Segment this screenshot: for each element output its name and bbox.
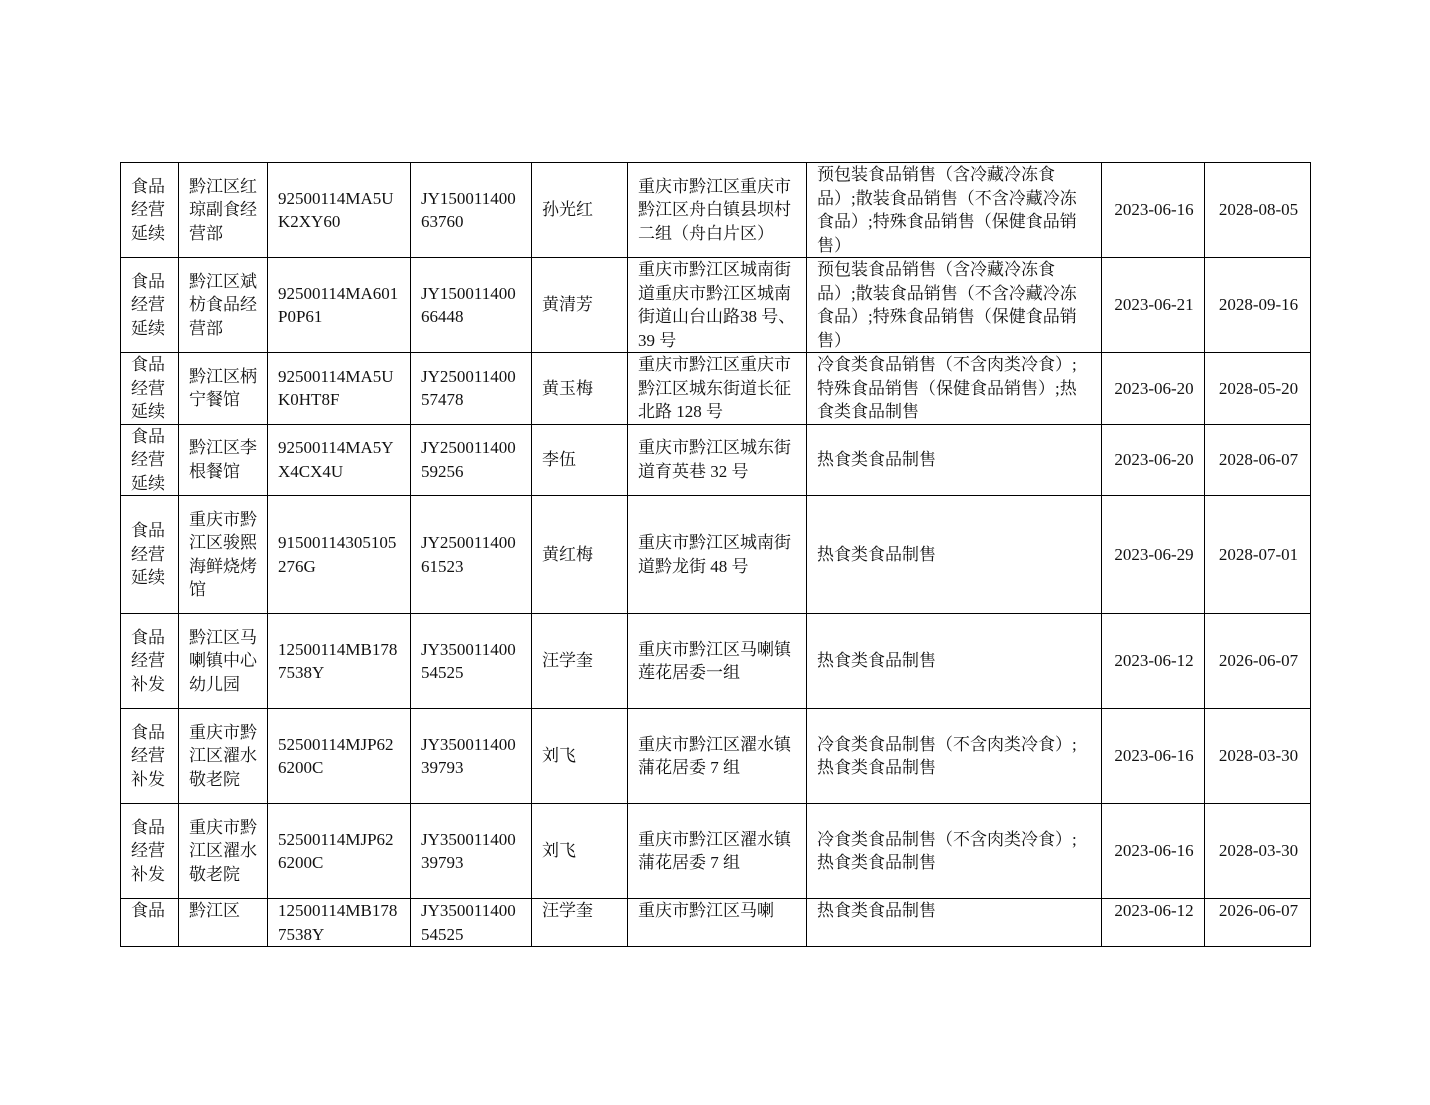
expiry-date-cell: 2028-08-05 <box>1205 163 1311 258</box>
license-number-cell: JY15001140063760 <box>411 163 532 258</box>
credit-code-cell: 12500114MB1787538Y <box>268 614 411 709</box>
table-row <box>121 496 1311 614</box>
credit-code-cell: 92500114MA5UK2XY60 <box>268 163 411 258</box>
address-cell: 重庆市黔江区马喇镇莲花居委一组 <box>628 614 807 709</box>
credit-code-cell: 52500114MJP626200C <box>268 804 411 899</box>
table-row <box>121 163 1311 258</box>
expiry-date-cell: 2028-03-30 <box>1205 709 1311 804</box>
credit-code-cell: 92500114MA5UK0HT8F <box>268 353 411 425</box>
person-cell: 孙光红 <box>532 163 628 258</box>
business-name-cell: 黔江区柄宁餐馆 <box>179 353 268 425</box>
scope-cell: 热食类食品制售 <box>807 614 1102 709</box>
business-name-cell: 重庆市黔江区濯水敬老院 <box>179 804 268 899</box>
credit-code-cell: 12500114MB1787538Y <box>268 899 411 947</box>
address-cell: 重庆市黔江区城南街道黔龙街 48 号 <box>628 496 807 614</box>
address-cell: 重庆市黔江区濯水镇蒲花居委 7 组 <box>628 709 807 804</box>
table-row <box>121 258 1311 353</box>
business-name-cell: 黔江区马喇镇中心幼儿园 <box>179 614 268 709</box>
address-cell: 重庆市黔江区重庆市黔江区舟白镇县坝村二组（舟白片区） <box>628 163 807 258</box>
expiry-date-cell: 2028-05-20 <box>1205 353 1311 425</box>
business-name-cell: 黔江区 <box>179 899 268 947</box>
license-table <box>120 162 1311 947</box>
business-name-cell: 黔江区红琼副食经营部 <box>179 163 268 258</box>
expiry-date-cell: 2026-06-07 <box>1205 614 1311 709</box>
person-cell: 黄红梅 <box>532 496 628 614</box>
license-number-cell: JY25001140061523 <box>411 496 532 614</box>
credit-code-cell: 92500114MA5YX4CX4U <box>268 424 411 496</box>
scope-cell: 冷食类食品制售（不含肉类冷食）;热食类食品制售 <box>807 804 1102 899</box>
address-cell: 重庆市黔江区城南街道重庆市黔江区城南街道山台山路38 号、39 号 <box>628 258 807 353</box>
issue-date-cell: 2023-06-12 <box>1102 614 1205 709</box>
scope-cell: 冷食类食品制售（不含肉类冷食）;热食类食品制售 <box>807 709 1102 804</box>
category-cell: 食品 <box>121 899 179 947</box>
category-cell: 食品经营补发 <box>121 709 179 804</box>
category-cell: 食品经营补发 <box>121 804 179 899</box>
business-name-cell: 重庆市黔江区濯水敬老院 <box>179 709 268 804</box>
credit-code-cell: 52500114MJP626200C <box>268 709 411 804</box>
expiry-date-cell: 2028-09-16 <box>1205 258 1311 353</box>
issue-date-cell: 2023-06-20 <box>1102 424 1205 496</box>
person-cell: 刘飞 <box>532 709 628 804</box>
issue-date-cell: 2023-06-21 <box>1102 258 1205 353</box>
license-number-cell: JY35001140054525 <box>411 614 532 709</box>
scope-cell: 热食类食品制售 <box>807 496 1102 614</box>
person-cell: 汪学奎 <box>532 614 628 709</box>
issue-date-cell: 2023-06-16 <box>1102 804 1205 899</box>
person-cell: 黄玉梅 <box>532 353 628 425</box>
person-cell: 李伍 <box>532 424 628 496</box>
license-number-cell: JY35001140054525 <box>411 899 532 947</box>
license-number-cell: JY35001140039793 <box>411 804 532 899</box>
expiry-date-cell: 2028-03-30 <box>1205 804 1311 899</box>
address-cell: 重庆市黔江区城东街道育英巷 32 号 <box>628 424 807 496</box>
address-cell: 重庆市黔江区濯水镇蒲花居委 7 组 <box>628 804 807 899</box>
person-cell: 刘飞 <box>532 804 628 899</box>
issue-date-cell: 2023-06-12 <box>1102 899 1205 947</box>
issue-date-cell: 2023-06-29 <box>1102 496 1205 614</box>
license-number-cell: JY25001140057478 <box>411 353 532 425</box>
business-name-cell: 黔江区斌枋食品经营部 <box>179 258 268 353</box>
category-cell: 食品经营延续 <box>121 353 179 425</box>
address-cell: 重庆市黔江区重庆市黔江区城东街道长征北路 128 号 <box>628 353 807 425</box>
scope-cell: 热食类食品制售 <box>807 424 1102 496</box>
category-cell: 食品经营延续 <box>121 496 179 614</box>
table-row <box>121 709 1311 804</box>
category-cell: 食品经营延续 <box>121 424 179 496</box>
issue-date-cell: 2023-06-20 <box>1102 353 1205 425</box>
expiry-date-cell: 2028-06-07 <box>1205 424 1311 496</box>
scope-cell: 冷食类食品销售（不含肉类冷食）;特殊食品销售（保健食品销售）;热食类食品制售 <box>807 353 1102 425</box>
business-name-cell: 重庆市黔江区骏熙海鲜烧烤馆 <box>179 496 268 614</box>
license-number-cell: JY35001140039793 <box>411 709 532 804</box>
credit-code-cell: 91500114305105276G <box>268 496 411 614</box>
scope-cell: 预包装食品销售（含冷藏冷冻食品）;散装食品销售（不含冷藏冷冻食品）;特殊食品销售（保健食品销售） <box>807 258 1102 353</box>
scope-cell: 热食类食品制售 <box>807 899 1102 947</box>
expiry-date-cell: 2028-07-01 <box>1205 496 1311 614</box>
category-cell: 食品经营延续 <box>121 258 179 353</box>
person-cell: 汪学奎 <box>532 899 628 947</box>
table-row <box>121 899 1311 947</box>
business-name-cell: 黔江区李根餐馆 <box>179 424 268 496</box>
issue-date-cell: 2023-06-16 <box>1102 709 1205 804</box>
issue-date-cell: 2023-06-16 <box>1102 163 1205 258</box>
table-row <box>121 353 1311 425</box>
expiry-date-cell: 2026-06-07 <box>1205 899 1311 947</box>
category-cell: 食品经营补发 <box>121 614 179 709</box>
scope-cell: 预包装食品销售（含冷藏冷冻食品）;散装食品销售（不含冷藏冷冻食品）;特殊食品销售（保健食品销售） <box>807 163 1102 258</box>
license-number-cell: JY25001140059256 <box>411 424 532 496</box>
table-row <box>121 424 1311 496</box>
table-row <box>121 804 1311 899</box>
category-cell: 食品经营延续 <box>121 163 179 258</box>
person-cell: 黄清芳 <box>532 258 628 353</box>
credit-code-cell: 92500114MA601P0P61 <box>268 258 411 353</box>
license-number-cell: JY15001140066448 <box>411 258 532 353</box>
table-row <box>121 614 1311 709</box>
address-cell: 重庆市黔江区马喇 <box>628 899 807 947</box>
